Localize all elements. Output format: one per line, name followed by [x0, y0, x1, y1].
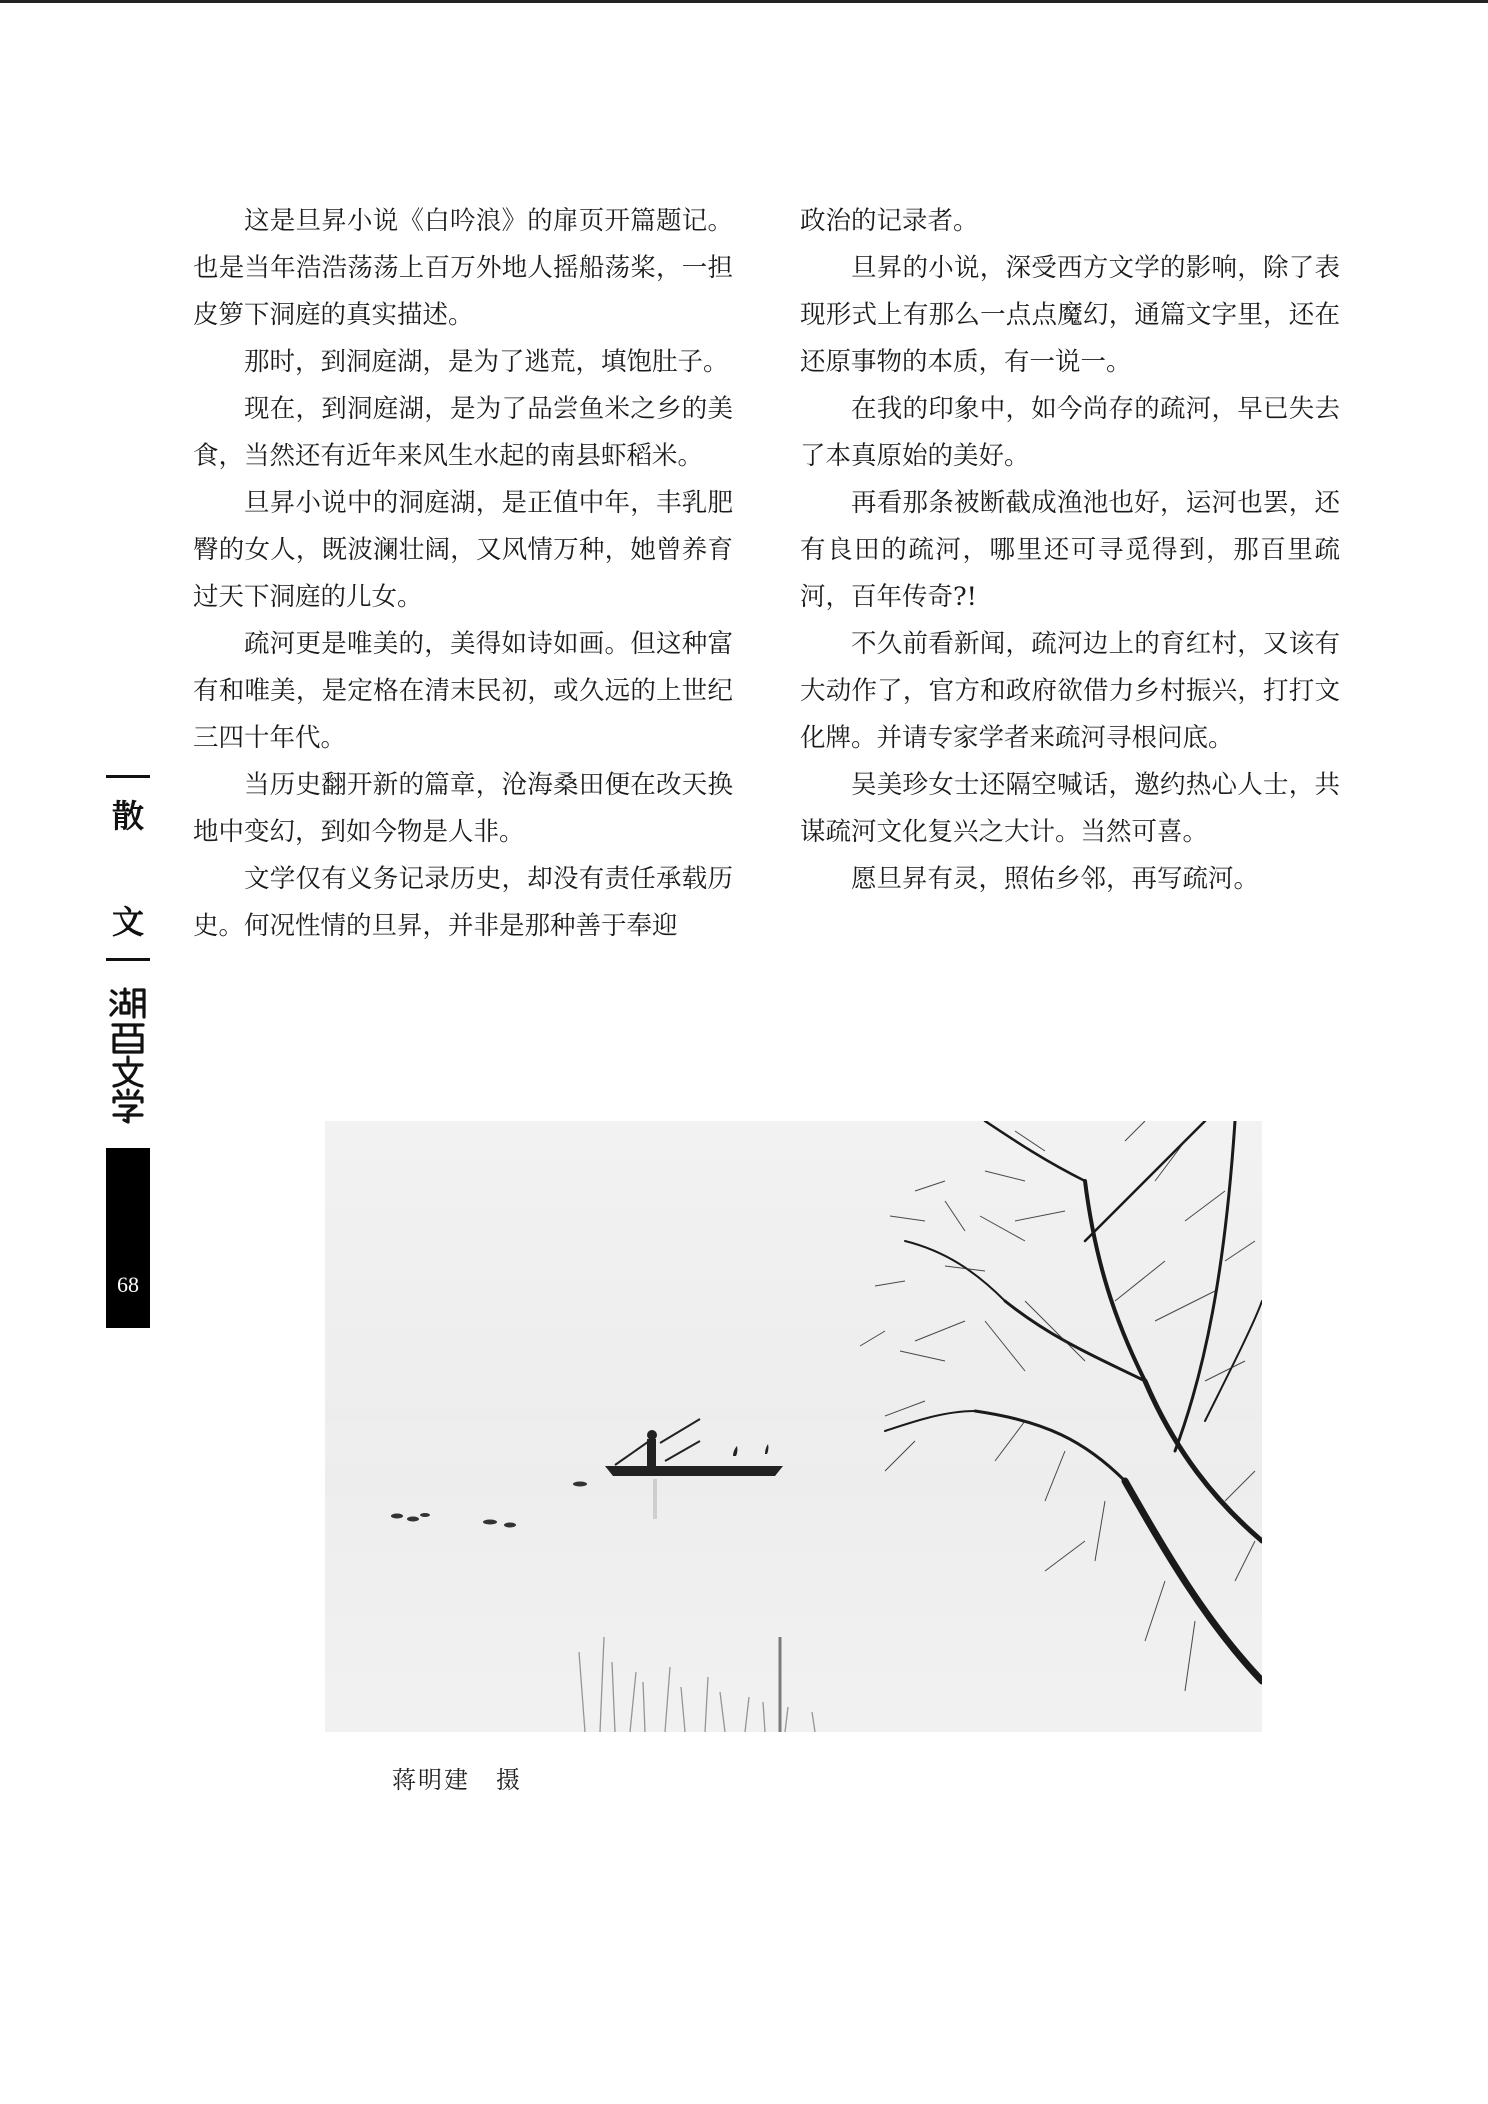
paragraph: 不久前看新闻，疏河边上的育红村，又该有大动作了，官方和政府欲借力乡村振兴，打打文化牌。并请专家学者来疏河寻根问底。 [800, 629, 1340, 753]
section-label-char: 文 [111, 903, 144, 941]
paragraph: 当历史翻开新的篇章，沧海桑田便在改天换地中变幻，到如今物是人非。 [193, 770, 733, 847]
text-column-left [193, 198, 733, 950]
photo-lake-scene [325, 1121, 1262, 1732]
page-number-box [106, 1148, 150, 1328]
paragraph: 旦昇的小说，深受西方文学的影响，除了表现形式上有那么一点点魔幻，通篇文字里，还在还原事物的本质，有一说一。 [800, 253, 1340, 377]
section-rule-top [106, 775, 150, 778]
paragraph: 文学仅有义务记录历史，却没有责任承载历史。何况性情的旦昇，并非是那种善于奉迎 [193, 864, 733, 941]
text-column-right [800, 198, 1340, 903]
photo-caption: 蒋明建 摄 [392, 1766, 522, 1794]
page-number: 68 [117, 1272, 139, 1297]
paragraph: 那时，到洞庭湖，是为了逃荒，填饱肚子。 [244, 347, 729, 377]
paragraph: 再看那条被断截成渔池也好，运河也罢，还有良田的疏河，哪里还可寻觅得到，那百里疏河，百年传奇?! [800, 488, 1340, 612]
paragraph: 这是旦昇小说《白吟浪》的扉页开篇题记。也是当年浩浩荡荡上百万外地人摇船荡桨，一担皮箩下洞庭的真实描述。 [193, 206, 733, 330]
paragraph: 愿旦昇有灵，照佑乡邻，再写疏河。 [851, 864, 1260, 894]
paragraph: 在我的印象中，如今尚存的疏河，早已失去了本真原始的美好。 [800, 394, 1340, 471]
section-rule-bottom [106, 958, 150, 961]
paragraph: 吴美珍女士还隔空喊话，邀约热心人士，共谋疏河文化复兴之大计。当然可喜。 [800, 770, 1340, 847]
paragraph: 旦昇小说中的洞庭湖，是正值中年，丰乳肥臀的女人，既波澜壮阔，又风情万种，她曾养育过天下洞庭的儿女。 [193, 488, 733, 612]
paragraph: 现在，到洞庭湖，是为了品尝鱼米之乡的美食，当然还有近年来风生水起的南县虾稻米。 [193, 394, 733, 471]
photograph [325, 1121, 1262, 1732]
paragraph: 疏河更是唯美的，美得如诗如画。但这种富有和唯美，是定格在清末民初，或久远的上世纪三四十年代。 [193, 629, 733, 753]
section-label-char: 散 [111, 797, 144, 835]
paragraph-continuation: 政治的记录者。 [800, 206, 979, 236]
magazine-logo [106, 985, 150, 1125]
top-border [0, 0, 1488, 3]
